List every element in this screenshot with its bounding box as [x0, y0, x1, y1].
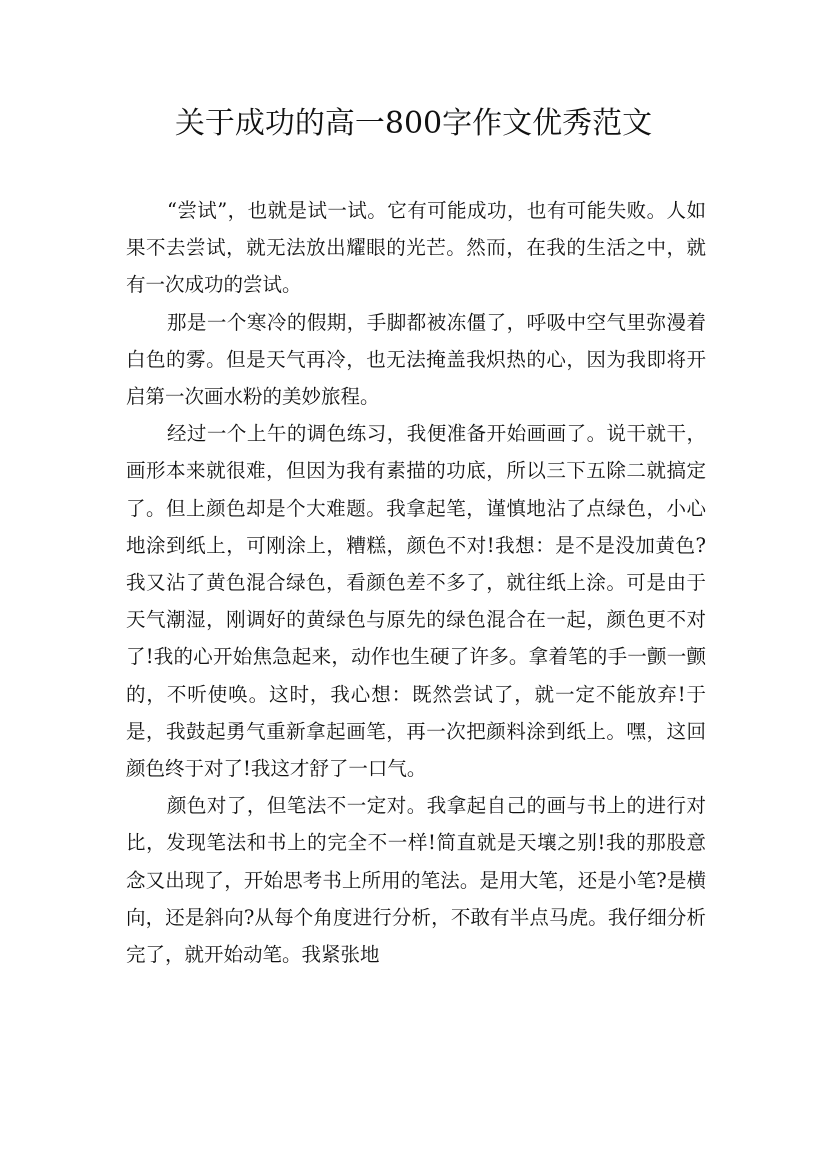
paragraph: 那是一个寒冷的假期，手脚都被冻僵了，呼吸中空气里弥漫着白色的雾。但是天气再冷，也无法掩盖我炽热的心，因为我即将开启第一次画水粉的美妙旅程。: [126, 310, 706, 409]
paragraph: “尝试”，也就是试一试。它有可能成功，也有可能失败。人如果不去尝试，就无法放出耀眼的光芒。然而，在我的生活之中，就有一次成功的尝试。: [126, 199, 706, 297]
paragraph: 经过一个上午的调色练习，我便准备开始画画了。说干就干，画形本来就很难，但因为我有素描的功底，所以三下五除二就搞定了。但上颜色却是个大难题。我拿起笔，谨慎地沾了点绿色，小心地涂到纸上，可刚涂上，糟糕，颜色不对!我想：是不是没加黄色?我又沾了黄色混合绿色，看颜色差不多了，就往纸上涂。可是由于天气潮湿，刚调好的黄绿色与原先的绿色混合在一起，颜色更不对了!我的心开始焦急起来，动作也生硬了许多。拿着笔的手一颤一颤的，不听使唤。这时，我心想：既然尝试了，就一定不能放弃!于是，我鼓起勇气重新拿起画笔，再一次把颜料涂到纸上。嘿，这回颜色终于对了!我这才舒了一口气。: [126, 422, 706, 781]
document-title: 关于成功的高一800字作文优秀范文: [174, 106, 653, 141]
paragraph: 颜色对了，但笔法不一定对。我拿起自己的画与书上的进行对比，发现笔法和书上的完全不一样!简直就是天壤之别!我的那股意念又出现了，开始思考书上所用的笔法。是用大笔，还是小笔?是横向，还是斜向?从每个角度进行分析，不敢有半点马虎。我仔细分析完了，就开始动笔。我紧张地: [126, 794, 706, 967]
document-body: [126, 192, 706, 973]
